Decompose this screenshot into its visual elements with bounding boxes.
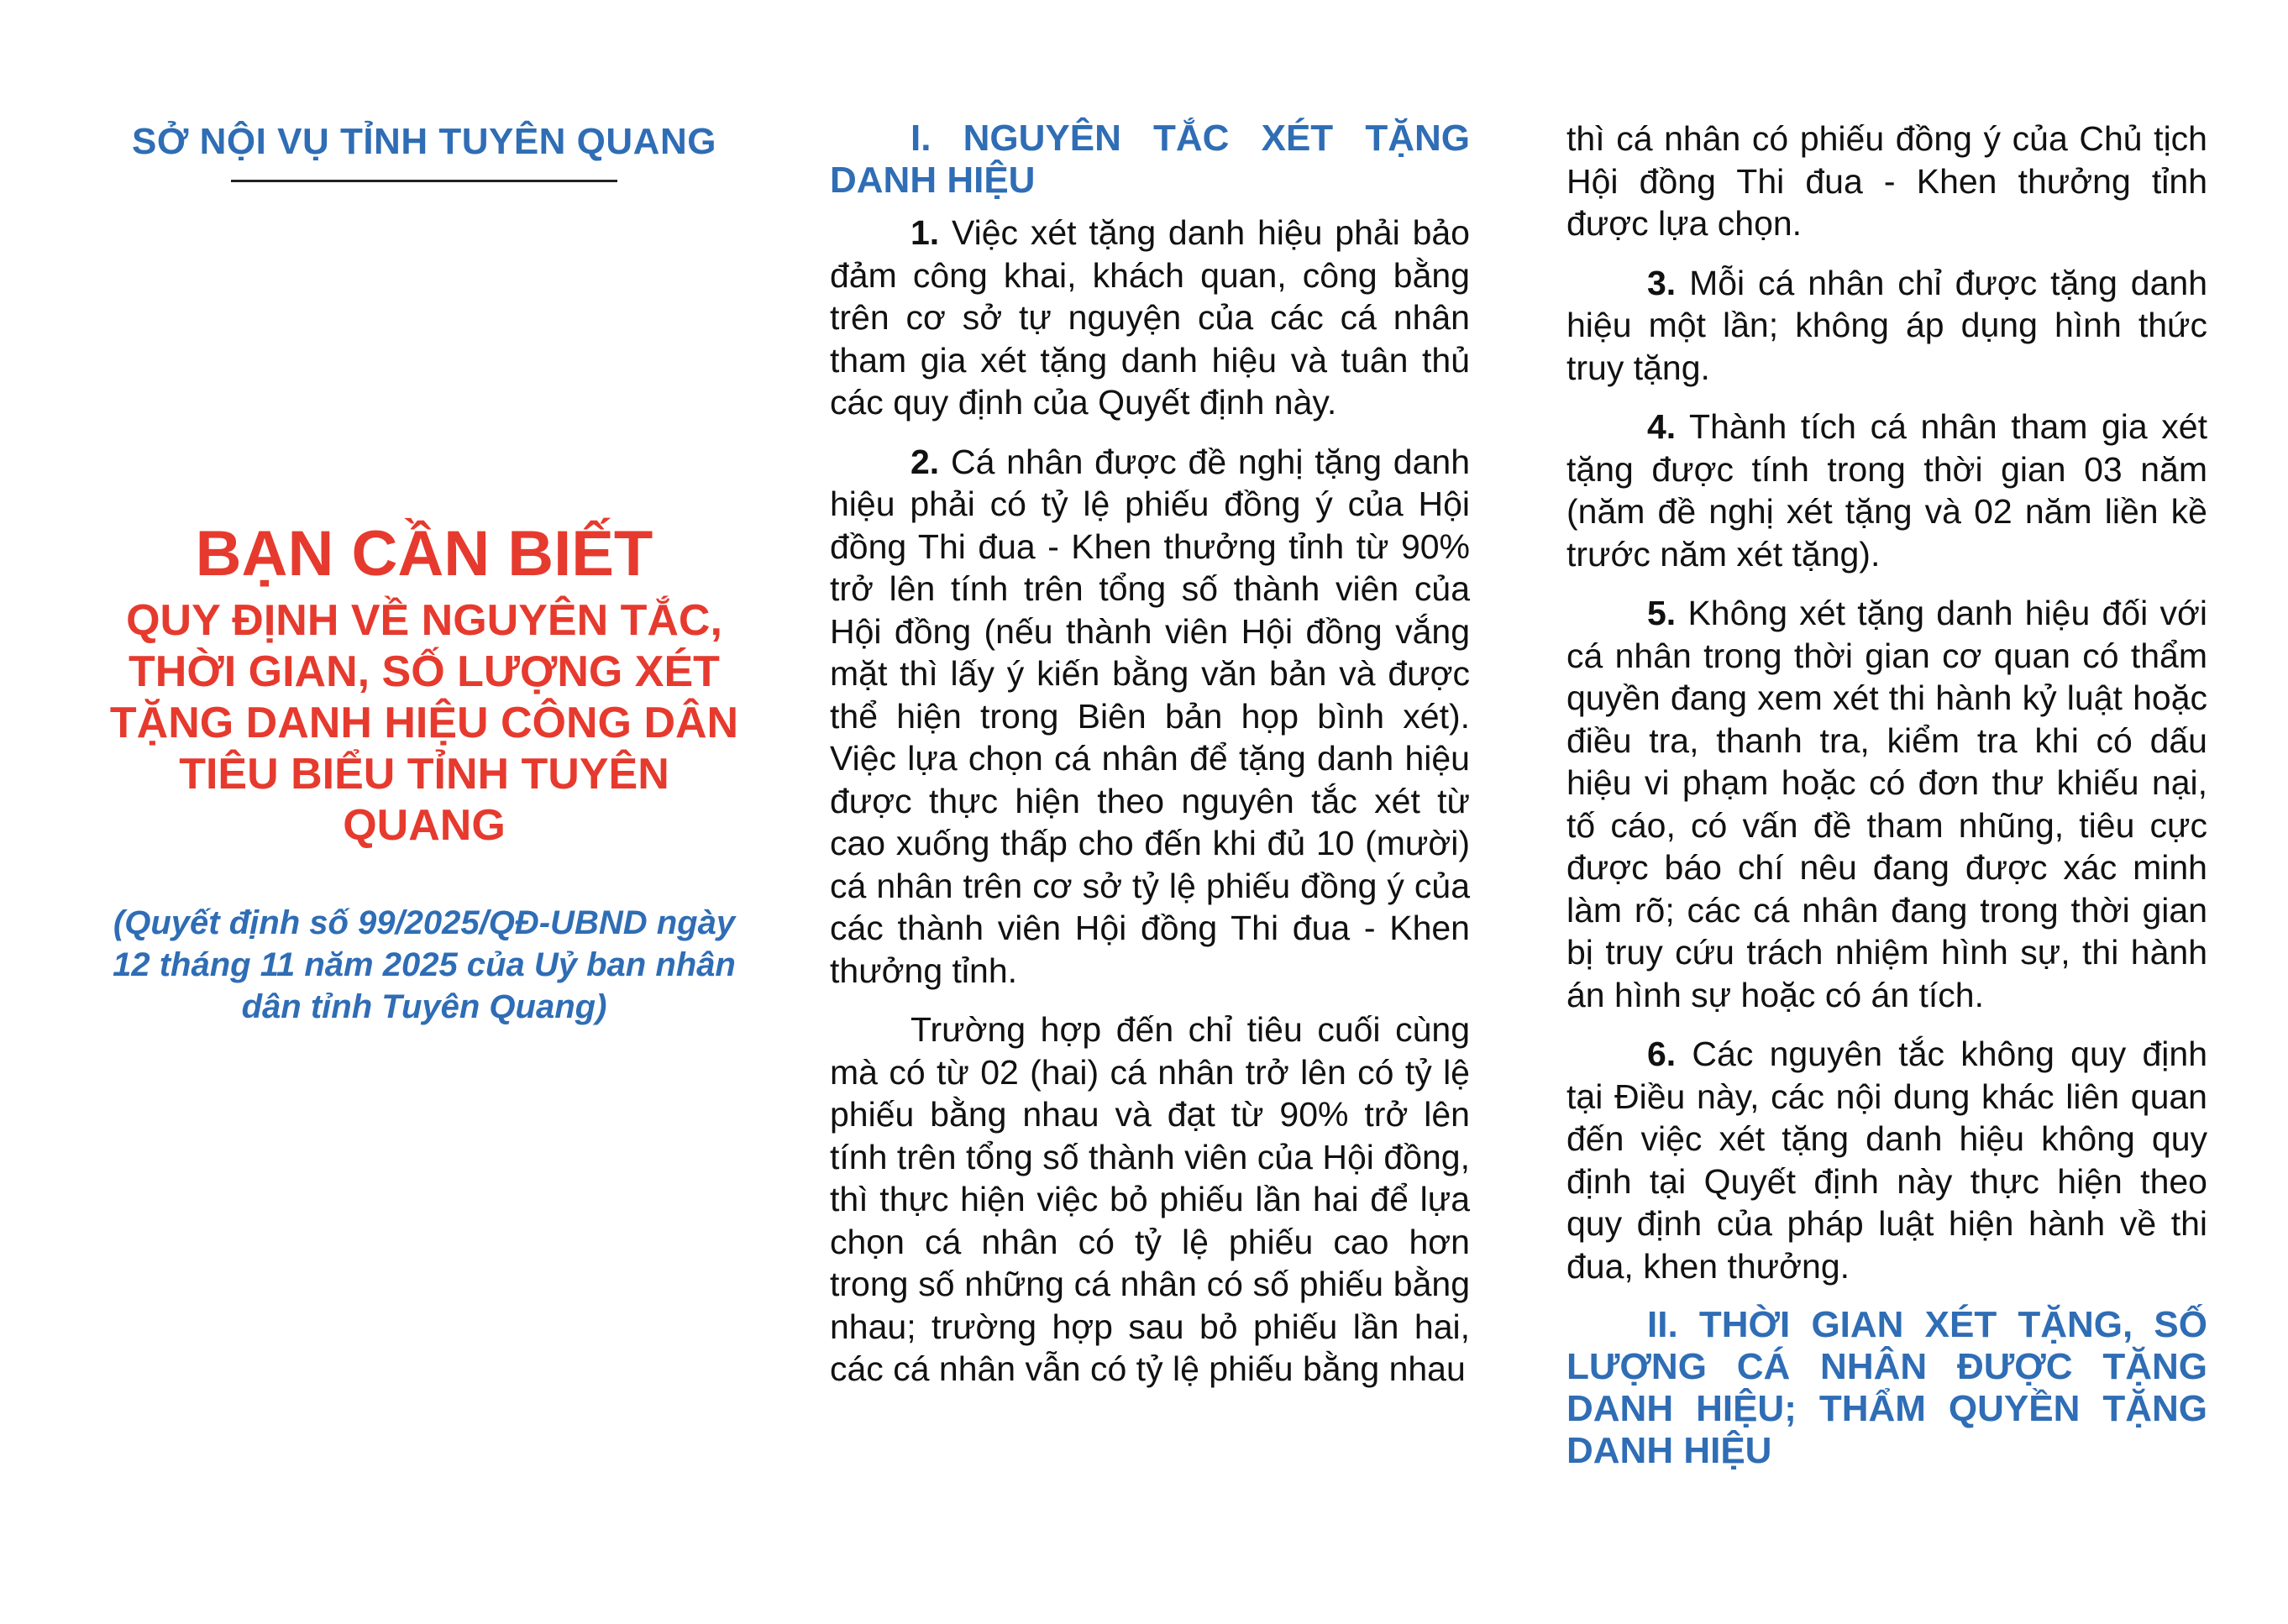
paragraph-text: Cá nhân được đề nghị tặng danh hiệu phải có tỷ lệ phiếu đồng ý của Hội đồng Thi đua - Khen thưởng tỉnh từ 90% trở lên tính trên tổng số thành viên của Hội đồng (nếu thành viên Hội đồng vắng mặt thì lấy ý kiến bằng văn bản và được thể hiện trong Biên bản họp bình xét). Việc lựa chọn cá nhân để tặng danh hiệu được thực hiện theo nguyên tắc xét từ cao xuống thấp cho đến khi đủ 10 (mười) cá nhân trên cơ sở tỷ lệ phiếu đồng ý của các thành viên Hội đồng Thi đua - Khen thưởng tỉnh.	[830, 442, 1470, 990]
paragraph-2-tie-case: Trường hợp đến chỉ tiêu cuối cùng mà có từ 02 (hai) cá nhân trở lên có tỷ lệ phiếu bằng nhau và đạt từ 90% trở lên tính trên tổng số thành viên của Hội đồng, thì thực hiện việc bỏ phiếu lần hai để lựa chọn cá nhân có tỷ lệ phiếu cao hơn trong số những cá nhân có số phiếu bằng nhau; trường hợp sau bỏ phiếu lần hai, các cá nhân vẫn có tỷ lệ phiếu bằng nhau	[830, 1010, 1470, 1388]
paragraph-5	[1566, 592, 2207, 1016]
paragraph-text: Thành tích cá nhân tham gia xét tặng được tính trong thời gian 03 năm (năm đề nghị xét tặng và 02 năm liền kề trước năm xét tặng).	[1566, 407, 2207, 574]
section-title-time-quantity: II. THỜI GIAN XÉT TẶNG, SỐ LƯỢNG CÁ NHÂN ĐƯỢC TẶNG DANH HIỆU; THẨM QUYỀN TẶNG DANH HIỆU	[1566, 1304, 2207, 1471]
paragraph-text: Các nguyên tắc không quy định tại Điều này, các nội dung khác liên quan đến việc xét tặng danh hiệu không quy định tại Quyết định này thực hiện theo quy định của pháp luật hiện hành về thi đua, khen thưởng.	[1566, 1035, 2207, 1286]
paragraph-continuation: thì cá nhân có phiếu đồng ý của Chủ tịch Hội đồng Thi đua - Khen thưởng tỉnh được lựa chọn.	[1566, 119, 2207, 243]
paragraph-4	[1566, 406, 2207, 575]
paragraph-number: 6.	[1647, 1035, 1677, 1073]
paragraph-number: 1.	[910, 213, 940, 252]
paragraph-number: 2.	[910, 442, 940, 481]
paragraph-text: Không xét tặng danh hiệu đối với cá nhân trong thời gian cơ quan có thẩm quyền đang xem xét thi hành kỷ luật hoặc điều tra, thanh tra, kiểm tra khi có dấu hiệu vi phạm hoặc có đơn thư khiếu nại, tố cáo, có vấn đề tham nhũng, tiêu cực được báo chí nêu đang được xác minh làm rõ; các cá nhân đang trong thời gian bị truy cứu trách nhiệm hình sự, thi hành án hình sự hoặc có án tích.	[1566, 594, 2207, 1014]
paragraph-3	[1566, 262, 2207, 390]
paragraph-text: Mỗi cá nhân chỉ được tặng danh hiệu một lần; không áp dụng hình thức truy tặng.	[1566, 263, 2207, 387]
paragraph-2	[830, 441, 1470, 993]
principles-continued-column	[1566, 118, 2207, 1482]
principles-column	[830, 118, 1470, 1407]
sub-title: QUY ĐỊNH VỀ NGUYÊN TẮC, THỜI GIAN, SỐ LƯỢNG XÉT TẶNG DANH HIỆU CÔNG DÂN TIÊU BIỂU TỈNH TUYÊN QUANG	[109, 596, 739, 850]
agency-underline	[231, 180, 617, 182]
paragraph-number: 4.	[1647, 407, 1677, 446]
paragraph-number: 5.	[1647, 594, 1677, 632]
paragraph-text: Việc xét tặng danh hiệu phải bảo đảm công khai, khách quan, công bằng trên cơ sở tự nguyện của các cá nhân tham gia xét tặng danh hiệu và tuân thủ các quy định của Quyết định này.	[830, 213, 1470, 422]
paragraph-number: 3.	[1647, 263, 1677, 302]
cover-column	[101, 118, 748, 1028]
main-title: BẠN CẦN BIẾT	[195, 518, 653, 589]
agency-name: SỞ NỘI VỤ TỈNH TUYÊN QUANG	[132, 121, 716, 162]
paragraph-1	[830, 212, 1470, 424]
paragraph-6	[1566, 1033, 2207, 1287]
decision-reference: (Quyết định số 99/2025/QĐ-UBND ngày 12 tháng 11 năm 2025 của Uỷ ban nhân dân tỉnh Tuyên Quang)	[113, 904, 736, 1025]
section-title-principles: I. NGUYÊN TẮC XÉT TẶNG DANH HIỆU	[830, 118, 1470, 201]
